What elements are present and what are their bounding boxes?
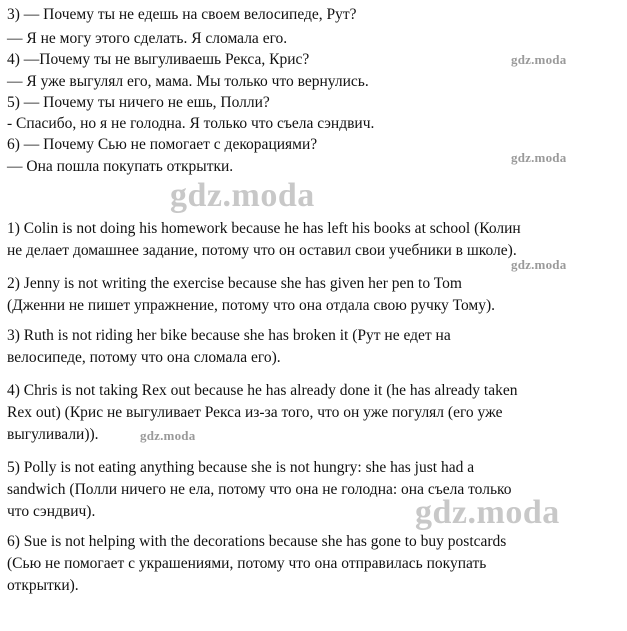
watermark-small-2: gdz.moda	[511, 150, 567, 165]
watermark-large-1: gdz.moda	[170, 177, 315, 214]
answer-4-line-2: Rex out) (Крис не выгуливает Рекса из-за того, что он уже погулял (его уже	[7, 404, 503, 421]
answer-1	[7, 218, 619, 262]
answer-2-line-1: 2) Jenny is not writing the exercise because she has given her pen to Tom	[7, 275, 462, 292]
answer-5-line-1: 5) Polly is not eating anything because she is not hungry: she has just had a	[7, 459, 475, 476]
answer-6-line-1: 6) Sue is not helping with the decorations because she has gone to buy postcards	[7, 533, 507, 550]
dialogue-line-5: 5) — Почему ты ничего не ешь, Полли?	[7, 94, 270, 111]
dialogue-line-2: — Я не могу этого сделать. Я сломала его.	[7, 30, 288, 47]
dialogue-line-3: 4) —Почему ты не выгуливаешь Рекса, Крис?	[7, 51, 310, 68]
watermark-small-3: gdz.moda	[511, 257, 567, 272]
answer-2-line-2: (Дженни не пишет упражнение, потому что она отдала свою ручку Тому).	[7, 297, 496, 314]
answer-6-line-2: (Сью не помогает с украшениями, потому что она отправилась покупать	[7, 555, 487, 572]
watermark-large-2: gdz.moda	[415, 494, 560, 531]
answer-3-line-2: велосипеде, потому что она сломала его).	[7, 349, 281, 366]
answer-4-line-3: выгуливали)).	[7, 426, 99, 443]
answer-1-line-1: 1) Colin is not doing his homework because he has left his books at school (Колин	[7, 220, 521, 237]
answer-6-line-3: открытки).	[7, 577, 79, 594]
answer-3	[7, 325, 619, 369]
dialogue-line-6: - Спасибо, но я не голодна. Я только что съела сэндвич.	[7, 115, 375, 132]
answer-4	[7, 380, 619, 446]
answer-1-line-2: не делает домашнее задание, потому что он оставил свои учебники в школе).	[7, 242, 517, 259]
watermark-small-4: gdz.moda	[140, 428, 196, 443]
answer-5-line-3: что сэндвич).	[7, 503, 96, 520]
answer-3-line-1: 3) Ruth is not riding her bike because she has broken it (Рут не едет на	[7, 327, 451, 344]
dialogue-line-4: — Я уже выгулял его, мама. Мы только что вернулись.	[7, 73, 369, 90]
dialogue-line-8: — Она пошла покупать открытки.	[7, 158, 234, 175]
answer-6	[7, 531, 619, 597]
dialogue-line-1: 3) — Почему ты не едешь на своем велосипеде, Рут?	[7, 6, 357, 23]
answer-4-line-1: 4) Chris is not taking Rex out because he has already done it (he has already taken	[7, 382, 518, 399]
answer-2	[7, 273, 619, 317]
answer-5-line-2: sandwich (Полли ничего не ела, потому что она не голодна: она съела только	[7, 481, 512, 498]
watermark-small-1: gdz.moda	[511, 52, 567, 67]
dialogue-line-7: 6) — Почему Сью не помогает с декорациями?	[7, 136, 318, 153]
